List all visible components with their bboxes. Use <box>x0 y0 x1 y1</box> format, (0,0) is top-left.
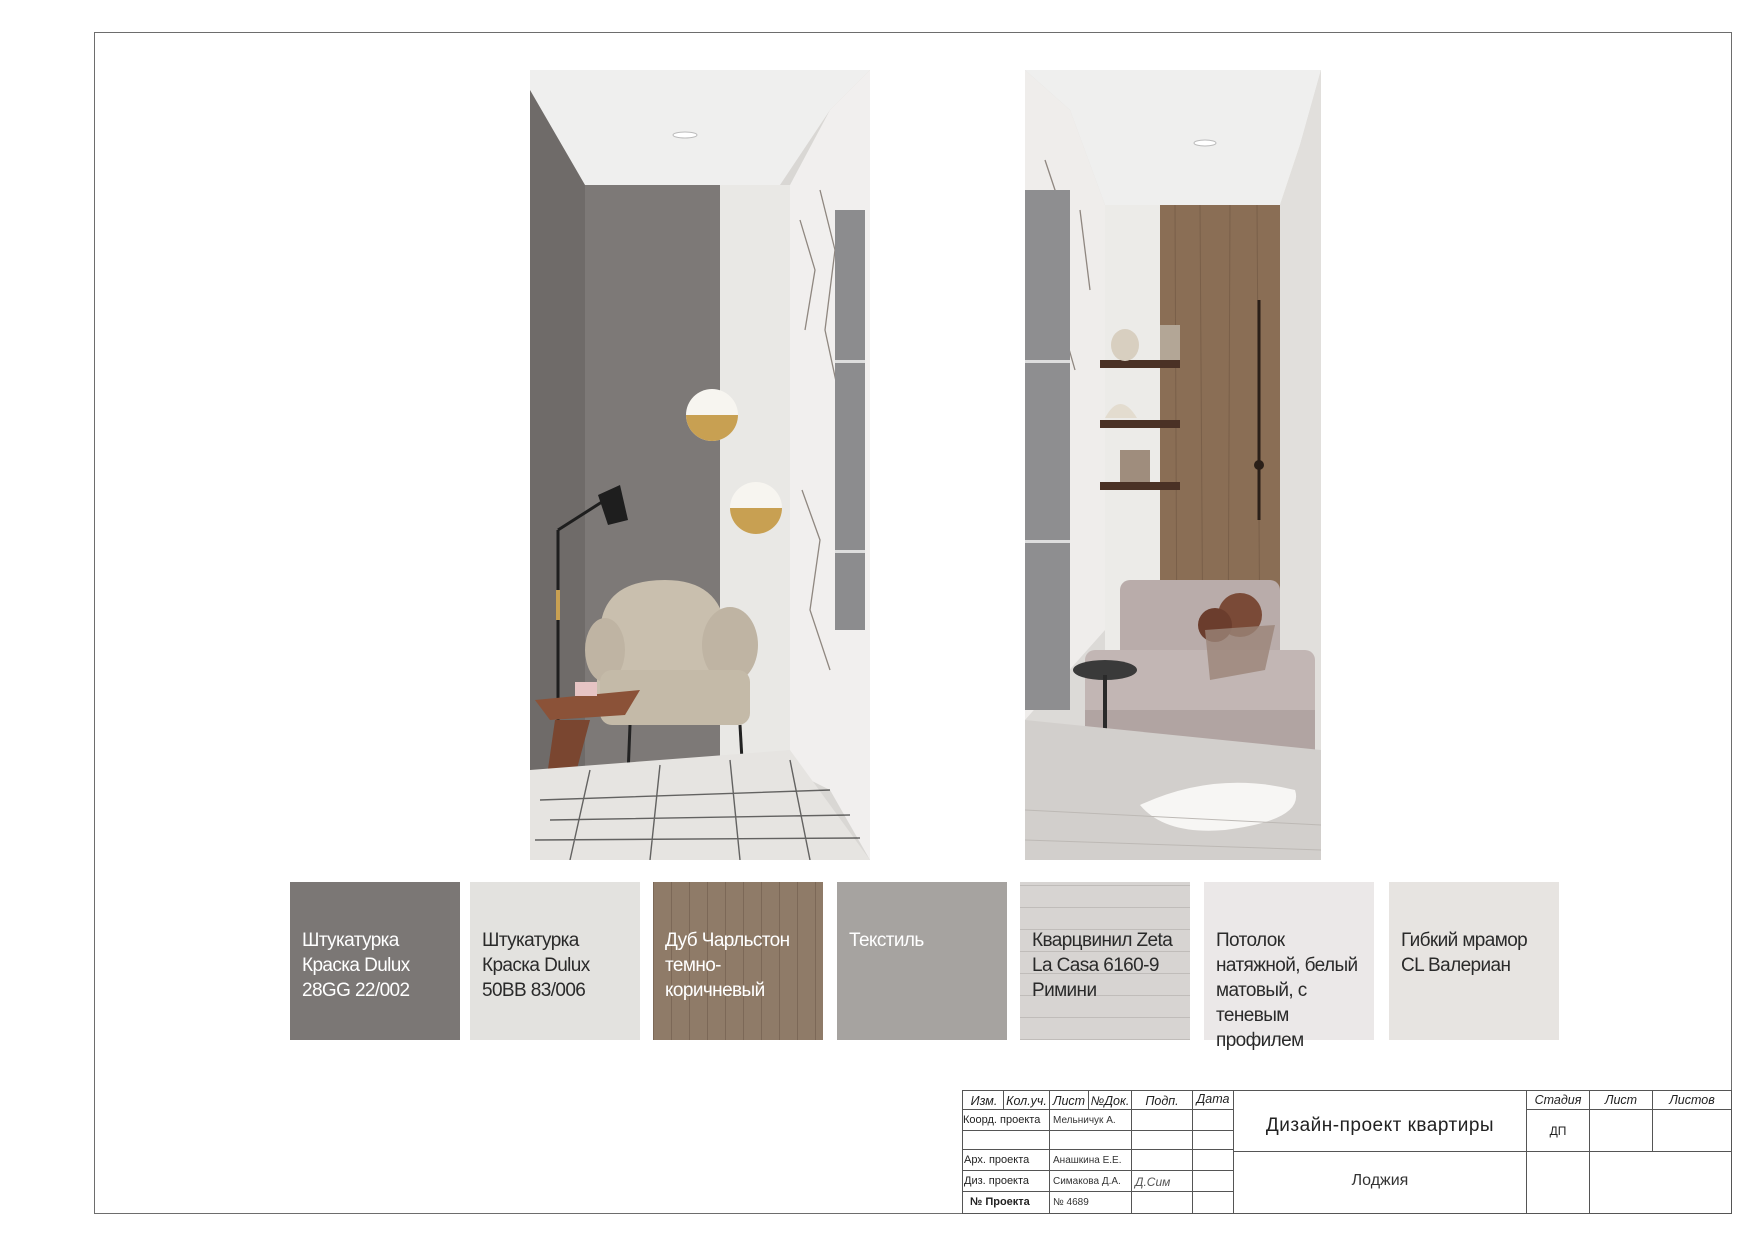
tb-stage-label: Стадия <box>1534 1093 1582 1107</box>
tb-head-ndok: №Док. <box>1090 1094 1130 1108</box>
swatch-label: Текстиль <box>849 930 924 951</box>
tb-row-cell <box>1131 1109 1193 1131</box>
swatch-plaster-dulux-50bb <box>470 882 640 1040</box>
tb-row-cell <box>1049 1130 1132 1150</box>
swatch-label: Штукатурка Краска Dulux 50BB 83/006 <box>482 930 590 1001</box>
tb-project-number: № 4689 <box>1053 1197 1089 1208</box>
tb-list-val-cell <box>1589 1109 1653 1152</box>
tb-row-cell <box>1192 1149 1234 1171</box>
swatch-textile <box>837 882 1007 1040</box>
tb-blank-cell <box>1526 1151 1590 1214</box>
tb-project-title: Дизайн-проект квартиры <box>1265 1115 1495 1136</box>
tb-name-arch: Анашкина Е.Е. <box>1053 1155 1122 1166</box>
tb-sheet-title: Лоджия <box>1351 1172 1409 1189</box>
tb-row-cell <box>1131 1149 1193 1171</box>
tb-row-cell <box>962 1130 1050 1150</box>
tb-role-design: Диз. проекта <box>964 1175 1030 1187</box>
tb-row-cell <box>1192 1109 1234 1131</box>
tb-row-cell <box>1192 1170 1234 1192</box>
swatch-quartz-vinyl <box>1020 882 1190 1040</box>
tb-name-design: Симакова Д.А. <box>1053 1176 1121 1187</box>
swatch-label: Штукатурка Краска Dulux 28GG 22/002 <box>302 930 410 1001</box>
swatch-label: Гибкий мрамор CL Валериан <box>1401 930 1528 976</box>
tb-role-coord: Коорд. проекта <box>963 1114 1041 1126</box>
swatch-flexible-marble <box>1389 882 1559 1040</box>
tb-list-label: Лист <box>1604 1093 1638 1107</box>
tb-head-izm: Изм. <box>970 1094 998 1108</box>
tb-head-kol: Кол.уч. <box>1006 1094 1047 1108</box>
swatch-plaster-dulux-28gg <box>290 882 460 1040</box>
tb-head-data: Дата <box>1196 1092 1230 1106</box>
tb-role-arch: Арх. проекта <box>964 1154 1030 1166</box>
swatch-stretch-ceiling <box>1204 882 1374 1051</box>
tb-row-cell <box>1131 1130 1193 1150</box>
swatch-label: Кварцвинил Zeta La Casa 6160-9 Римини <box>1032 930 1173 1001</box>
loggia-view-right <box>1025 70 1321 860</box>
tb-head-list: Лист <box>1052 1094 1086 1108</box>
tb-role-project-no: № Проекта <box>970 1196 1030 1208</box>
tb-stage-value: ДП <box>1549 1124 1567 1138</box>
tb-blank-cell <box>1589 1151 1732 1214</box>
tb-head-podp: Подп. <box>1145 1094 1179 1108</box>
tb-row-cell <box>1192 1130 1234 1150</box>
swatch-oak-charleston <box>653 882 823 1040</box>
swatch-label: Дуб Чарльстон темно-коричневый <box>665 930 790 1001</box>
tb-row-cell <box>1192 1191 1234 1214</box>
tb-row-cell <box>1131 1191 1193 1214</box>
tb-signature: Д.Сим <box>1135 1175 1171 1189</box>
tb-lists-val-cell <box>1652 1109 1732 1152</box>
swatch-label: Потолок натяжной, белый матовый, с теневым профилем <box>1216 930 1358 1051</box>
tb-name-coord: Мельничук А. <box>1053 1115 1116 1126</box>
loggia-view-left <box>530 70 870 860</box>
tb-lists-label: Листов <box>1669 1093 1715 1107</box>
